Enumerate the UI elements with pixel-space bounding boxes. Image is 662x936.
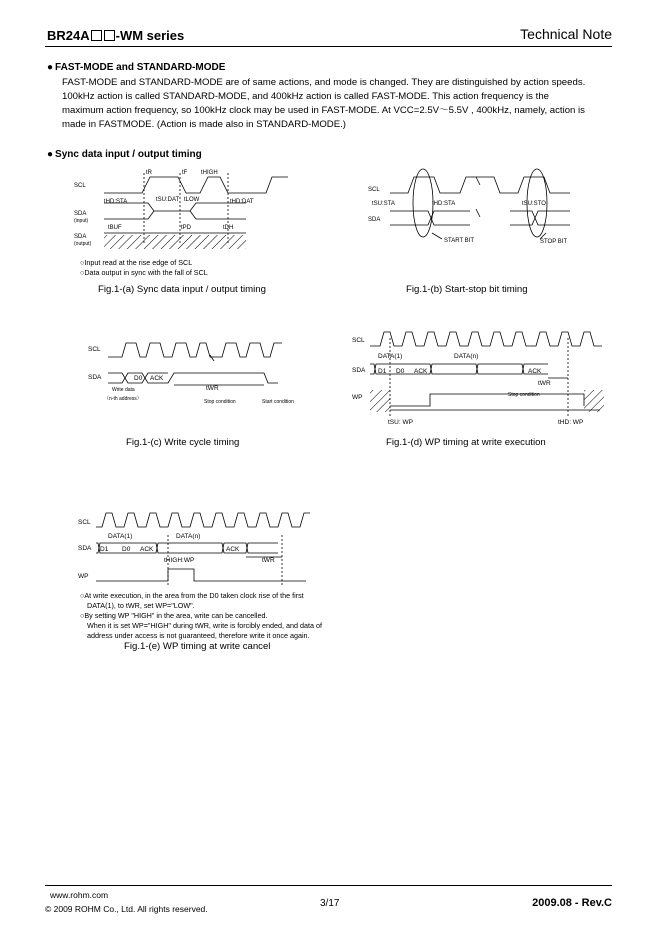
fig-c-twr: tWR — [206, 385, 219, 392]
fig-e-d0: D0 — [122, 546, 131, 553]
fig-c-d0: D0 — [134, 375, 143, 382]
fig-e-wp-waveform — [96, 569, 306, 581]
section-heading-fast-mode — [47, 62, 225, 73]
title-prefix: BR24A — [47, 28, 90, 43]
fig-a-sda-label: SDA — [74, 211, 87, 217]
fig-b-tsusta: tSU:STA — [372, 201, 395, 207]
fig-b-start-ellipse — [413, 169, 433, 237]
note-line: DATA(1), to tWR, set WP="LOW". — [87, 601, 195, 610]
fig-a-tpd: tPD — [181, 225, 192, 231]
fig-d-caption: Fig.1-(d) WP timing at write execution — [386, 437, 546, 448]
bullet-icon: ● — [47, 149, 54, 160]
fig-c-start-condition: Start condition — [262, 399, 294, 405]
fig-e-twr: tWR — [262, 557, 275, 564]
fig-c-timing-diagram — [82, 335, 302, 415]
fig-a-notes — [80, 258, 208, 278]
fig-d-wp-waveform — [390, 394, 584, 406]
fig-b-tsusto: tSU:STO — [522, 201, 546, 207]
fig-c-scl-label: SCL — [88, 346, 101, 353]
fig-d-scl-waveform — [370, 332, 602, 346]
fig-d-ack-2: ACK — [528, 368, 542, 375]
paragraph-line: 100kHz action is called STANDARD-MODE, and 400kHz action is called FAST-MODE. This action frequency is the — [62, 91, 549, 102]
fig-a-scl-label: SCL — [74, 183, 86, 189]
revision-label: 2009.08 - Rev.C — [532, 897, 612, 909]
title-suffix: -WM series — [115, 28, 185, 43]
fig-b-sda-waveform-a — [390, 211, 470, 225]
fig-b-stop-bit: STOP BIT — [540, 239, 568, 245]
fig-a-caption: Fig.1-(a) Sync data input / output timing — [98, 284, 266, 295]
fig-c-caption: Fig.1-(c) Write cycle timing — [126, 437, 240, 448]
fig-d-ack: ACK — [414, 368, 428, 375]
fig-c-sda-label: SDA — [88, 374, 102, 381]
fig-a-tlow: tLOW — [184, 197, 200, 203]
footer-divider — [45, 885, 612, 886]
fig-d-thdwp: tHD: WP — [558, 419, 584, 426]
fig-e-ack-2: ACK — [226, 546, 240, 553]
note-line: When it is set WP="HIGH" during tWR, write is forcibly ended, and data of — [87, 621, 322, 630]
fig-a-tbuf: tBUF — [108, 225, 122, 231]
fig-a-timing-diagram — [60, 163, 290, 253]
fig-e-timing-diagram — [72, 505, 322, 590]
fig-d-timing-diagram — [350, 328, 620, 428]
placeholder-box-icon — [104, 30, 115, 41]
fig-a-thdsta: tHD:STA — [104, 199, 128, 205]
note-line: address under access is not guaranteed, therefore write it once again. — [87, 631, 310, 640]
fig-a-tf: tF — [182, 170, 188, 176]
fig-e-thighwp: tHIGH:WP — [164, 557, 195, 564]
fig-d-hatch-left — [370, 390, 390, 412]
fig-b-sda-label: SDA — [368, 217, 381, 223]
fig-a-sda-input-label: (input) — [74, 218, 89, 224]
fig-d-sda-label: SDA — [352, 367, 366, 374]
fig-d-datan: DATA(n) — [454, 353, 479, 360]
note-line: ○Input read at the rise edge of SCL — [80, 258, 193, 267]
fig-d-d0: D0 — [396, 368, 405, 375]
fig-c-write-data: Write data — [112, 387, 135, 393]
fig-d-hatch-right — [584, 390, 604, 412]
fig-e-datan: DATA(n) — [176, 533, 201, 540]
fig-b-scl-label: SCL — [368, 187, 380, 193]
bullet-icon: ● — [47, 62, 54, 73]
fig-a-tr: tR — [146, 170, 152, 176]
fig-e-notes — [80, 591, 360, 641]
technical-note-label: Technical Note — [520, 26, 612, 42]
paragraph-line: maximum action frequency, so 100kHz clock may be used in FAST-MODE. At VCC=2.5V～5.5V , 400kHz, namely, action is — [62, 105, 585, 116]
paragraph-line: FAST-MODE and STANDARD-MODE are of same actions, and mode is changed. They are distinguished by action speeds. — [62, 77, 586, 88]
footer-url[interactable]: www.rohm.com — [50, 890, 109, 900]
section1-heading-text: FAST-MODE and STANDARD-MODE — [55, 62, 226, 73]
fig-d-stop-condition: Stop condition — [508, 392, 540, 398]
fig-a-tsudat: tSU:DAT — [156, 197, 180, 203]
fig-e-d1: D1 — [100, 546, 109, 553]
fig-b-sda-waveform-b — [510, 211, 570, 225]
fig-a-scl-waveform — [104, 177, 288, 193]
fig-a-thigh: tHIGH — [201, 170, 218, 176]
fig-c-ack: ACK — [150, 375, 164, 382]
fig-d-d1: D1 — [378, 368, 387, 375]
paragraph-line: made in FASTMODE. (Action is made also in STANDARD-MODE.) — [62, 119, 346, 130]
document-title — [47, 28, 184, 43]
section-heading-sync — [47, 149, 202, 160]
note-line: ○By setting WP "HIGH" in the area, write can be cancelled. — [80, 611, 268, 620]
fig-c-scl-waveform — [108, 343, 282, 357]
fig-d-tsuwp: tSU: WP — [388, 419, 413, 426]
fig-a-thddat: tHD:DAT — [230, 199, 254, 205]
fig-e-wp-label: WP — [78, 573, 89, 580]
fig-d-twr: tWR — [538, 380, 551, 387]
fig-e-sda-label: SDA — [78, 545, 92, 552]
footer-copyright: © 2009 ROHM Co., Ltd. All rights reserved. — [45, 904, 208, 914]
fig-a-hatch-area — [104, 235, 246, 249]
fig-b-start-bit: START BIT — [444, 238, 475, 244]
fig-c-stop-condition: Stop condition — [204, 399, 236, 405]
fig-e-ack: ACK — [140, 546, 154, 553]
note-line: ○At write execution, in the area from the D0 taken clock rise of the first — [80, 591, 304, 600]
fig-b-thdsta: tHD:STA — [432, 201, 456, 207]
fig-d-data1: DATA(1) — [378, 353, 403, 360]
section1-paragraph — [62, 76, 618, 132]
fig-a-tdh: tDH — [223, 225, 234, 231]
fig-b-caption: Fig.1-(b) Start-stop bit timing — [406, 284, 528, 295]
fig-e-scl-label: SCL — [78, 519, 91, 526]
fig-e-scl-waveform — [96, 513, 310, 527]
fig-d-scl-label: SCL — [352, 337, 365, 344]
fig-e-data1: DATA(1) — [108, 533, 133, 540]
section2-heading-text: Sync data input / output timing — [55, 149, 202, 160]
header-divider — [45, 46, 612, 47]
placeholder-box-icon — [91, 30, 102, 41]
fig-b-timing-diagram — [360, 163, 600, 253]
fig-d-wp-label: WP — [352, 394, 363, 401]
note-line: ○Data output in sync with the fall of SCL — [80, 268, 208, 277]
fig-a-sda-out-label: SDA — [74, 234, 87, 240]
fig-a-sda-output-label: (output) — [74, 241, 92, 247]
fig-e-caption: Fig.1-(e) WP timing at write cancel — [124, 641, 271, 652]
fig-c-nth-address: （n-th address） — [104, 396, 142, 402]
page-number: 3/17 — [320, 898, 340, 909]
